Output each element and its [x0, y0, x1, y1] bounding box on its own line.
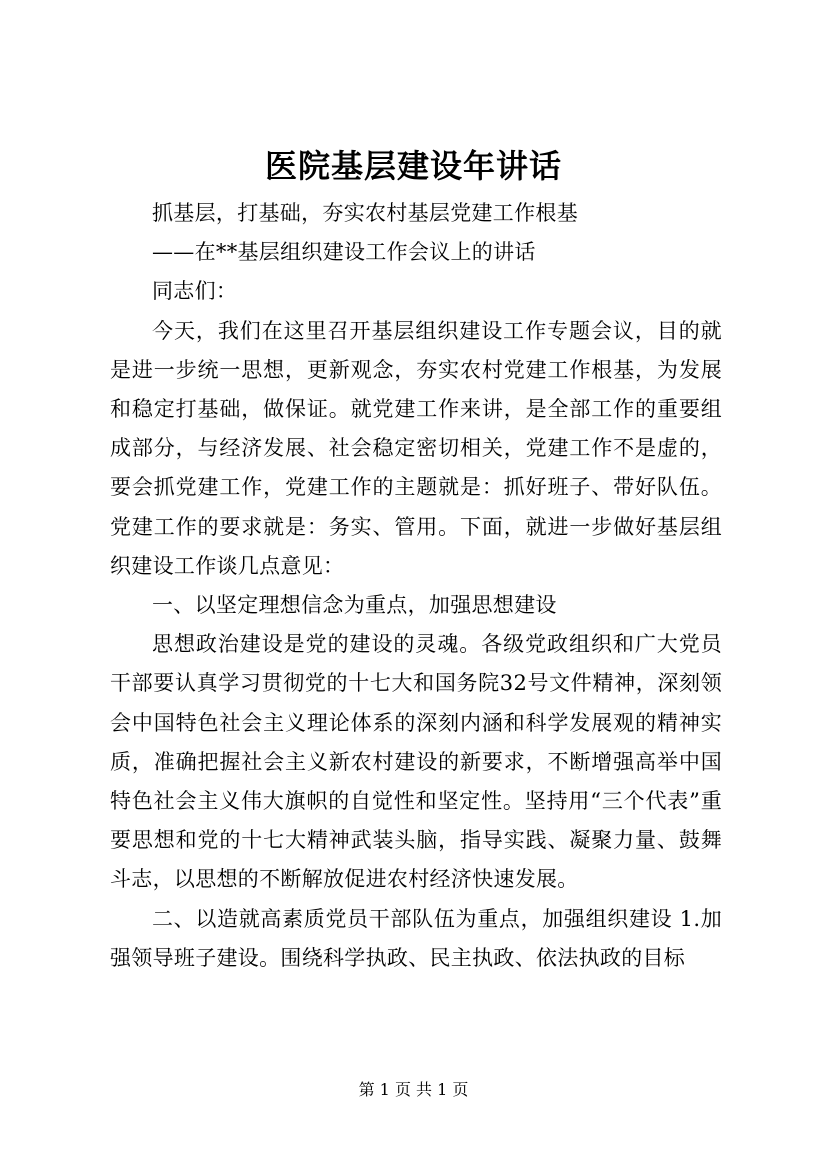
- document-title: 医院基层建设年讲话: [264, 147, 562, 185]
- section-1-paragraph: 思想政治建设是党的建设的灵魂。各级党政组织和广大党员干部要认真学习贯彻党的十七大和国务院32号文件精神，深刻领会中国特色社会主义理论体系的深刻内涵和科学发展观的精神实质，准确把握社会主义新农村建设的新要求，不断增强高举中国特色社会主义伟大旗帜的自觉性和坚定性。坚持用“三个代表”重要思想和党的十七大精神武装头脑，指导实践、凝聚力量、鼓舞斗志，以思想的不断解放促进农村经济快速发展。: [110, 632, 722, 892]
- section-heading-2: 二、以造就高素质党员干部队伍为重点，加强组织建设 1.加强领导班子建设。围绕科学执政、民主执政、依法执政的目标: [110, 906, 722, 970]
- page-footer: 第 1 页 共 1 页: [358, 1080, 469, 1099]
- speech-occasion-line: ——在**基层组织建设工作会议上的讲话: [152, 240, 536, 265]
- salutation: 同志们：: [152, 279, 238, 304]
- subtitle-line: 抓基层，打基础，夯实农村基层党建工作根基: [152, 201, 578, 225]
- intro-paragraph: 今天，我们在这里召开基层组织建设工作专题会议，目的就是进一步统一思想，更新观念，夯实农村党建工作根基，为发展和稳定打基础，做保证。就党建工作来讲，是全部工作的重要组成部分，与经济发展、社会稳定密切相关，党建工作不是虚的，要会抓党建工作，党建工作的主题就是：抓好班子、带好队伍。党建工作的要求就是：务实、管用。下面，就进一步做好基层组织建设工作谈几点意见：: [110, 318, 722, 578]
- section-heading-1: 一、以坚定理想信念为重点，加强思想建设: [152, 593, 557, 618]
- document-body: [110, 194, 722, 978]
